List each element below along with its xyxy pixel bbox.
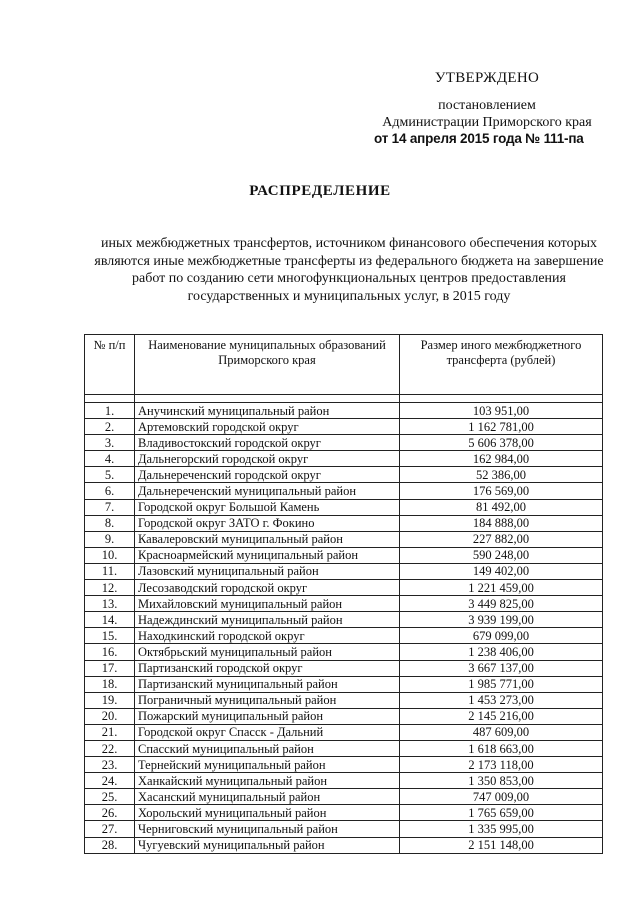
row-municipality: Пограничный муниципальный район bbox=[135, 692, 400, 708]
row-municipality: Октябрьский муниципальный район bbox=[135, 644, 400, 660]
table-row bbox=[85, 692, 603, 708]
row-amount: 81 492,00 bbox=[400, 499, 603, 515]
table-row bbox=[85, 821, 603, 837]
table-row bbox=[85, 483, 603, 499]
document-subtitle: иных межбюджетных трансфертов, источником финансового обеспечения которых являются иные межбюджетные трансферты из федерального бюджета на завершение работ по созданию сети многофункциональных центров предоставления государственных и муниципальных услуг, в 2015 году bbox=[94, 236, 604, 304]
row-amount: 1 221 459,00 bbox=[400, 580, 603, 596]
row-number: 21. bbox=[85, 724, 135, 740]
row-amount: 590 248,00 bbox=[400, 547, 603, 563]
header-name: Наименование муниципальных образований Приморского края bbox=[135, 335, 400, 395]
row-municipality: Дальнереченский городской округ bbox=[135, 467, 400, 483]
row-amount: 1 350 853,00 bbox=[400, 773, 603, 789]
row-municipality: Ханкайский муниципальный район bbox=[135, 773, 400, 789]
row-amount: 1 238 406,00 bbox=[400, 644, 603, 660]
table-row bbox=[85, 547, 603, 563]
row-municipality: Лазовский муниципальный район bbox=[135, 563, 400, 579]
row-amount: 5 606 378,00 bbox=[400, 435, 603, 451]
row-number: 28. bbox=[85, 837, 135, 853]
row-municipality: Пожарский муниципальный район bbox=[135, 708, 400, 724]
row-number: 1. bbox=[85, 403, 135, 419]
table-row bbox=[85, 596, 603, 612]
row-number: 15. bbox=[85, 628, 135, 644]
row-number: 2. bbox=[85, 419, 135, 435]
table-row bbox=[85, 740, 603, 756]
table-row bbox=[85, 563, 603, 579]
row-number: 13. bbox=[85, 596, 135, 612]
table-row bbox=[85, 403, 603, 419]
row-amount: 747 009,00 bbox=[400, 789, 603, 805]
table-row bbox=[85, 676, 603, 692]
row-number: 11. bbox=[85, 563, 135, 579]
table-row bbox=[85, 837, 603, 853]
table-header-row bbox=[85, 335, 603, 395]
approval-line-authority: Администрации Приморского края bbox=[382, 115, 592, 130]
row-amount: 227 882,00 bbox=[400, 531, 603, 547]
table-row bbox=[85, 757, 603, 773]
row-municipality: Спасский муниципальный район bbox=[135, 740, 400, 756]
row-amount: 162 984,00 bbox=[400, 451, 603, 467]
row-municipality: Анучинский муниципальный район bbox=[135, 403, 400, 419]
approval-heading: УТВЕРЖДЕНО bbox=[434, 70, 540, 86]
table-row bbox=[85, 644, 603, 660]
row-amount: 52 386,00 bbox=[400, 467, 603, 483]
row-amount: 3 449 825,00 bbox=[400, 596, 603, 612]
row-number: 16. bbox=[85, 644, 135, 660]
row-municipality: Партизанский городской округ bbox=[135, 660, 400, 676]
gap-cell bbox=[85, 395, 135, 403]
header-amount: Размер иного межбюджетного трансферта (рублей) bbox=[400, 335, 603, 395]
table-row bbox=[85, 435, 603, 451]
row-number: 5. bbox=[85, 467, 135, 483]
row-number: 3. bbox=[85, 435, 135, 451]
gap-cell bbox=[135, 395, 400, 403]
row-municipality: Городской округ ЗАТО г. Фокино bbox=[135, 515, 400, 531]
table-row bbox=[85, 467, 603, 483]
row-municipality: Городской округ Большой Камень bbox=[135, 499, 400, 515]
row-municipality: Красноармейский муниципальный район bbox=[135, 547, 400, 563]
row-municipality: Городской округ Спасск - Дальний bbox=[135, 724, 400, 740]
table-row bbox=[85, 612, 603, 628]
row-municipality: Находкинский городской округ bbox=[135, 628, 400, 644]
row-number: 24. bbox=[85, 773, 135, 789]
row-municipality: Хорольский муниципальный район bbox=[135, 805, 400, 821]
row-amount: 149 402,00 bbox=[400, 563, 603, 579]
row-number: 20. bbox=[85, 708, 135, 724]
row-number: 7. bbox=[85, 499, 135, 515]
table-row bbox=[85, 628, 603, 644]
row-amount: 176 569,00 bbox=[400, 483, 603, 499]
document-title: РАСПРЕДЕЛЕНИЕ bbox=[249, 183, 391, 199]
table-row bbox=[85, 515, 603, 531]
row-amount: 3 939 199,00 bbox=[400, 612, 603, 628]
row-amount: 1 335 995,00 bbox=[400, 821, 603, 837]
row-municipality: Артемовский городской округ bbox=[135, 419, 400, 435]
row-number: 18. bbox=[85, 676, 135, 692]
row-amount: 487 609,00 bbox=[400, 724, 603, 740]
row-municipality: Дальнереченский муниципальный район bbox=[135, 483, 400, 499]
table-gap-row bbox=[85, 395, 603, 403]
row-amount: 103 951,00 bbox=[400, 403, 603, 419]
row-municipality: Кавалеровский муниципальный район bbox=[135, 531, 400, 547]
row-number: 23. bbox=[85, 757, 135, 773]
approval-decree-number: от 14 апреля 2015 года № 111-па bbox=[374, 131, 584, 146]
row-amount: 3 667 137,00 bbox=[400, 660, 603, 676]
row-number: 6. bbox=[85, 483, 135, 499]
row-municipality: Хасанский муниципальный район bbox=[135, 789, 400, 805]
row-municipality: Владивостокский городской округ bbox=[135, 435, 400, 451]
table-row bbox=[85, 708, 603, 724]
row-number: 17. bbox=[85, 660, 135, 676]
gap-cell bbox=[400, 395, 603, 403]
row-number: 26. bbox=[85, 805, 135, 821]
row-municipality: Михайловский муниципальный район bbox=[135, 596, 400, 612]
table-row bbox=[85, 419, 603, 435]
table-row bbox=[85, 805, 603, 821]
row-number: 19. bbox=[85, 692, 135, 708]
table-row bbox=[85, 724, 603, 740]
row-number: 8. bbox=[85, 515, 135, 531]
row-amount: 1 765 659,00 bbox=[400, 805, 603, 821]
table-row bbox=[85, 789, 603, 805]
row-number: 12. bbox=[85, 580, 135, 596]
table-row bbox=[85, 499, 603, 515]
row-municipality: Чугуевский муниципальный район bbox=[135, 837, 400, 853]
row-number: 10. bbox=[85, 547, 135, 563]
row-number: 27. bbox=[85, 821, 135, 837]
row-number: 25. bbox=[85, 789, 135, 805]
table-row bbox=[85, 660, 603, 676]
row-municipality: Дальнегорский городской округ bbox=[135, 451, 400, 467]
row-number: 14. bbox=[85, 612, 135, 628]
table-row bbox=[85, 451, 603, 467]
row-amount: 1 618 663,00 bbox=[400, 740, 603, 756]
row-amount: 1 162 781,00 bbox=[400, 419, 603, 435]
row-number: 4. bbox=[85, 451, 135, 467]
row-number: 22. bbox=[85, 740, 135, 756]
header-num: № п/п bbox=[85, 335, 135, 395]
row-amount: 1 453 273,00 bbox=[400, 692, 603, 708]
table-row bbox=[85, 580, 603, 596]
table-row bbox=[85, 773, 603, 789]
approval-line-decree-type: постановлением bbox=[438, 98, 536, 113]
approval-stamp bbox=[372, 70, 602, 146]
distribution-table bbox=[84, 334, 603, 854]
row-municipality: Надеждинский муниципальный район bbox=[135, 612, 400, 628]
row-number: 9. bbox=[85, 531, 135, 547]
row-municipality: Тернейский муниципальный район bbox=[135, 757, 400, 773]
row-municipality: Черниговский муниципальный район bbox=[135, 821, 400, 837]
row-amount: 1 985 771,00 bbox=[400, 676, 603, 692]
row-amount: 184 888,00 bbox=[400, 515, 603, 531]
row-municipality: Лесозаводский городской округ bbox=[135, 580, 400, 596]
row-municipality: Партизанский муниципальный район bbox=[135, 676, 400, 692]
table-row bbox=[85, 531, 603, 547]
row-amount: 2 145 216,00 bbox=[400, 708, 603, 724]
row-amount: 2 151 148,00 bbox=[400, 837, 603, 853]
row-amount: 679 099,00 bbox=[400, 628, 603, 644]
row-amount: 2 173 118,00 bbox=[400, 757, 603, 773]
